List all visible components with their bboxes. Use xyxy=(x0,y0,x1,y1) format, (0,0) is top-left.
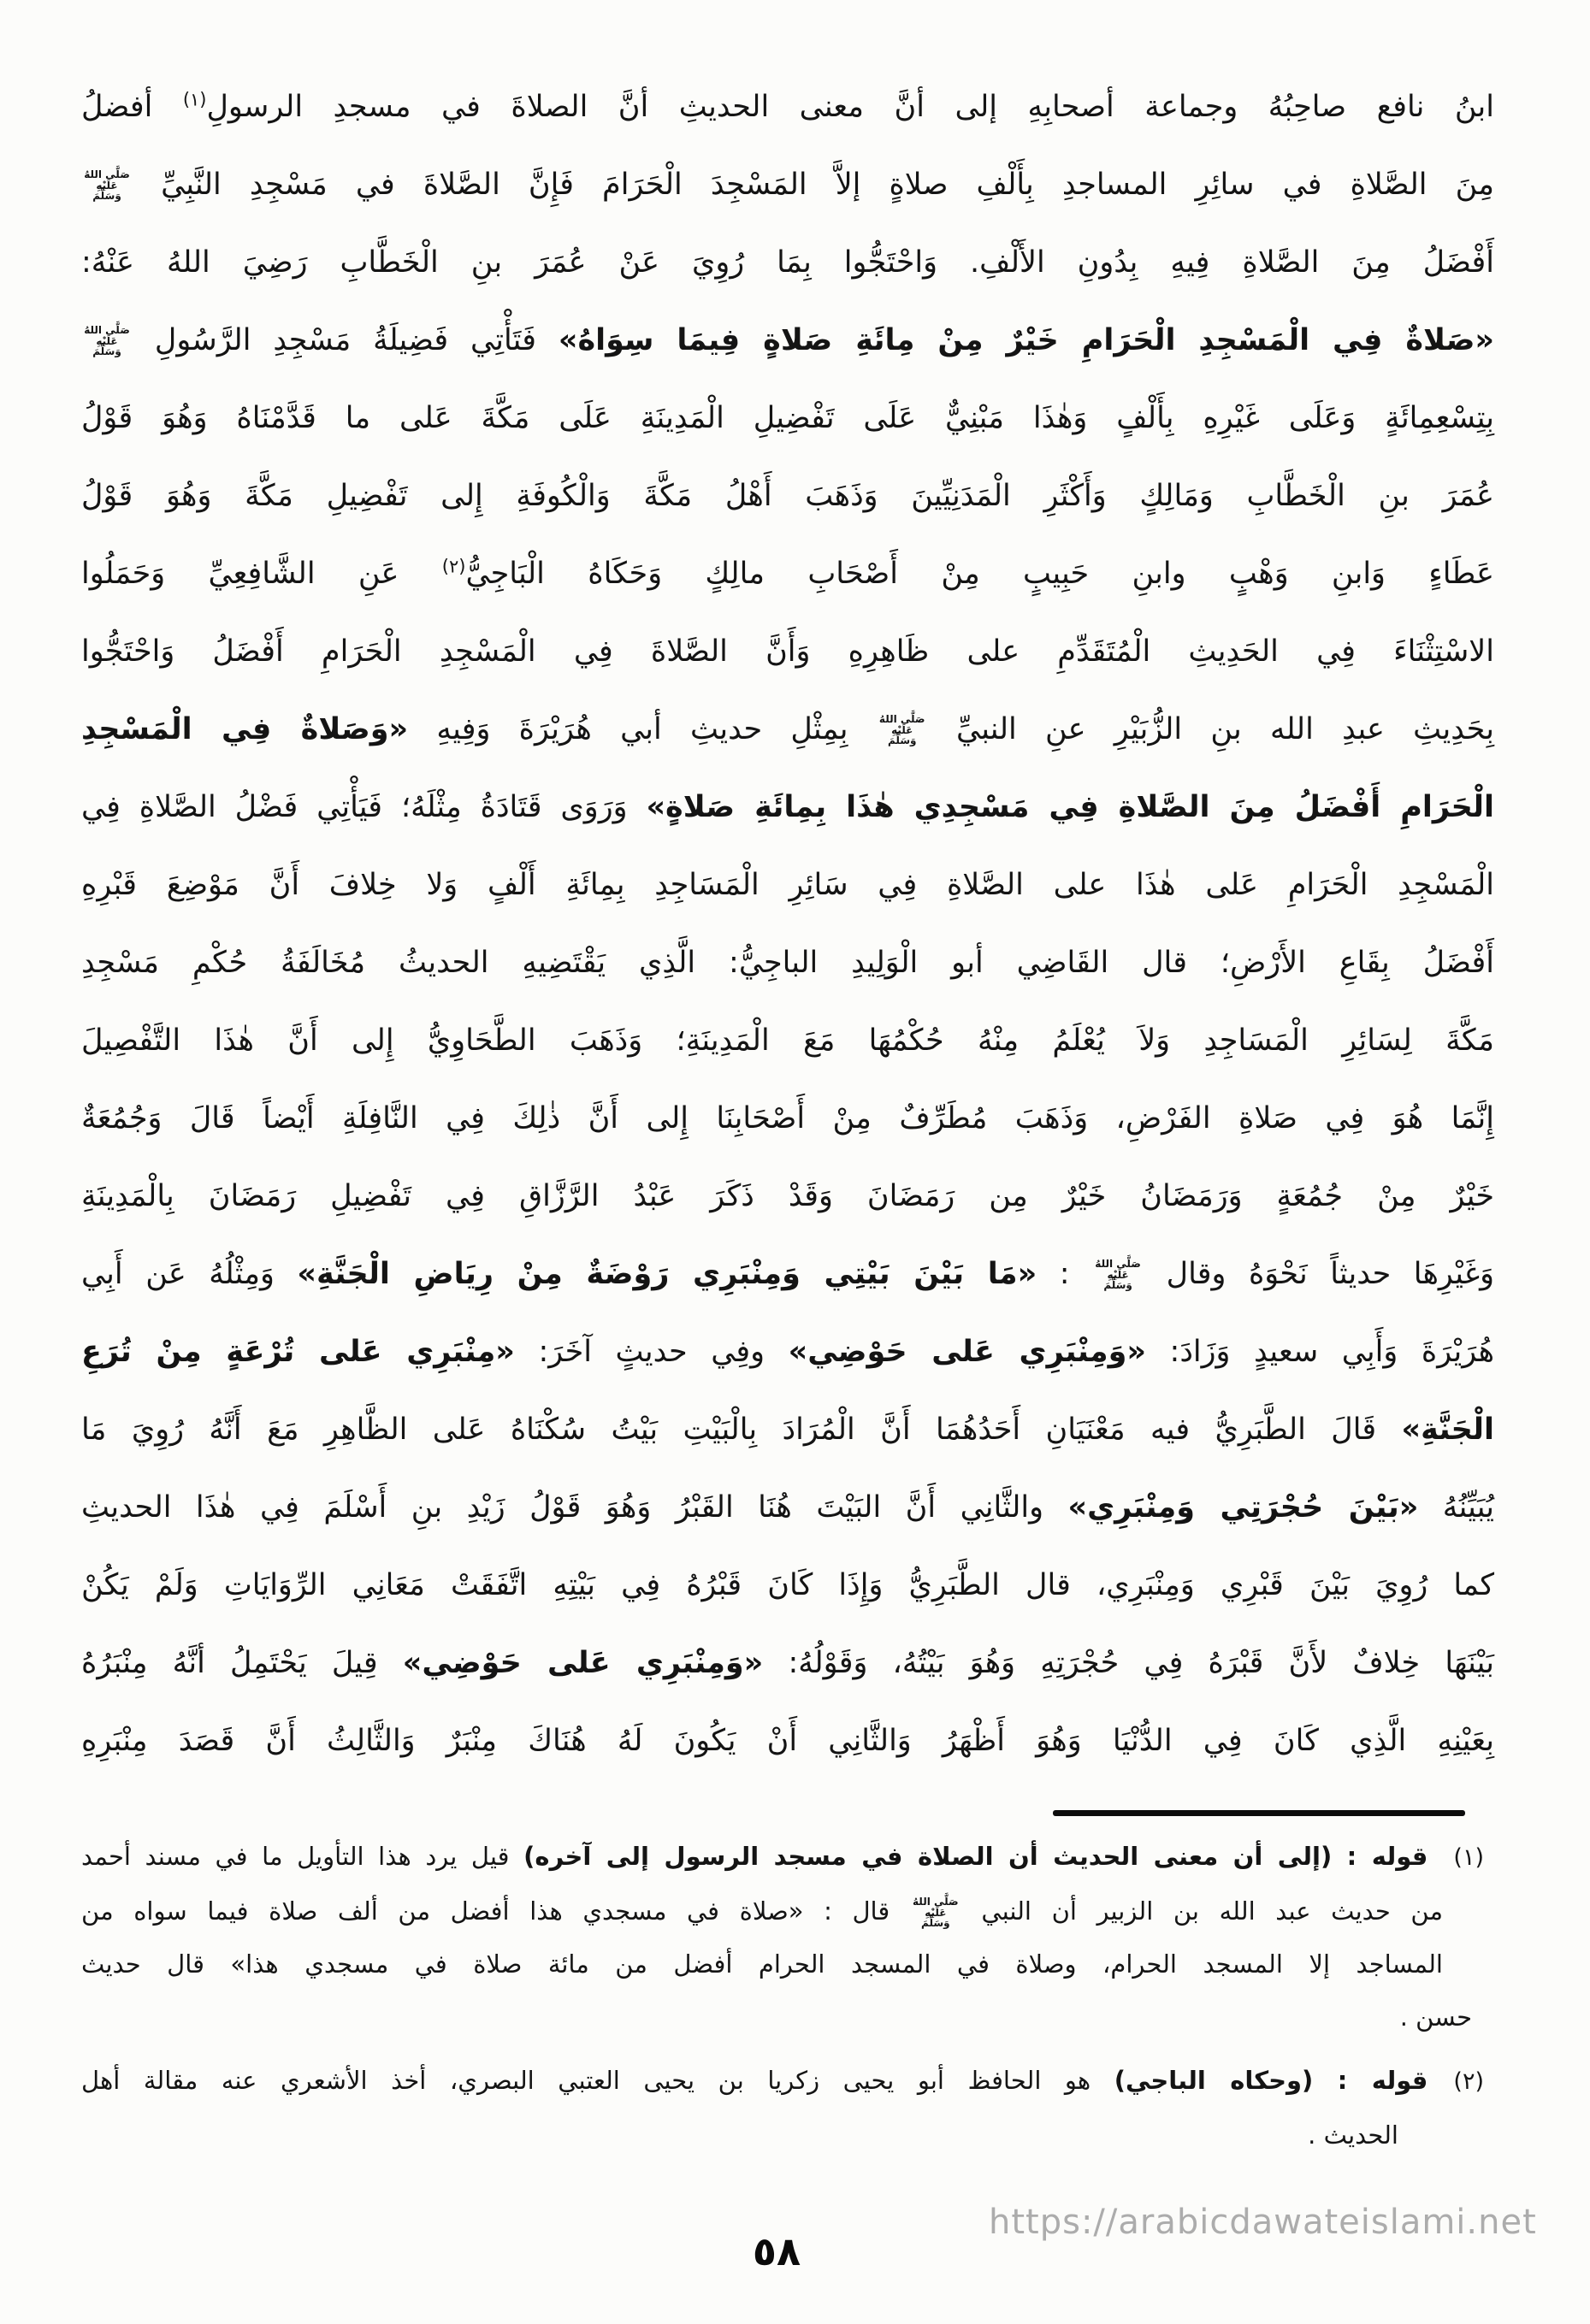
text-segment: قِيلَ يَحْتَمِلُ أنَّهُ مِنْبَرُهُ xyxy=(81,1646,403,1680)
body-line xyxy=(81,68,1494,146)
saw-symbol: صَلَّى اللهُ عَلَيْهِ وَسَلَّمَ xyxy=(84,323,130,358)
text-segment: «مِنْبَرِي عَلى تُرْعَةٍ مِنْ تُرَعِ xyxy=(81,1335,515,1369)
footnote-1 xyxy=(81,1830,1484,2044)
text-segment: الحديث . xyxy=(1308,2121,1398,2150)
body-line xyxy=(81,1469,1494,1547)
footnote-ref: (١) xyxy=(182,89,207,110)
saw-symbol: صَلَّى اللهُ عَلَيْهِ وَسَلَّمَ xyxy=(878,712,925,747)
text-segment: قال : «صلاة في مسجدي هذا أفضل من ألف صلاة فيما سواه من xyxy=(81,1896,910,1926)
text-segment: الْمَسْجِدِ الْحَرَامِ عَلى هٰذَا على الصَّلاةِ فِي سَائِرِ الْمَسَاجِدِ بِمِائَةِ أَلْفٍ وَلا خِلافَ أَنَّ مَوْضِعَ قَبْرِهِ xyxy=(81,868,1494,902)
footnote-line xyxy=(81,2109,1484,2162)
text-segment: الاسْتِثْنَاءَ فِي الحَدِيثِ الْمُتَقَدِّمِ على ظَاهِرِهِ وَأَنَّ الصَّلاةَ فِي الْمَسْجِدِ الْحَرَامِ أَفْضَلُ وَاحْتَجُّوا xyxy=(81,634,1494,669)
text-segment: قَالَ الطَّبَرِيُّ فيه مَعْنَيَانِ أَحَدُهُمَا أَنَّ الْمُرَادَ بِالْبَيْتِ بَيْتُ سُكْنَاهُ عَلى الظَّاهِرِ مَعَ أَنَّهُ رُوِيَ مَا xyxy=(81,1413,1402,1447)
body-line xyxy=(81,302,1494,380)
watermark-url: https://arabicdawateislami.net xyxy=(989,2203,1537,2242)
saw-symbol: صَلَّى اللهُ عَلَيْهِ وَسَلَّمَ xyxy=(913,1895,959,1930)
text-segment: أَفْضَلُ بِقَاعِ الأَرْضِ؛ قال القَاضِي أبو الْوَلِيدِ الباجِيُّ: الَّذِي يَقْتَضِيهِ الحديثُ مُخَالَفَةُ حُكْمِ مَسْجِدِ xyxy=(81,946,1494,980)
text-segment: الْجَنَّةِ» xyxy=(1401,1413,1494,1447)
text-segment: هو الحافظ أبو يحيى زكريا بن يحيى العتبي البصري، أخذ الأشعري عنه مقالة أهل xyxy=(81,2066,1114,2095)
text-segment: بِتِسْعِمِائَةٍ وَعَلَى غَيْرِهِ بِأَلْفٍ وَهٰذَا مَبْنِيٌّ عَلَى تَفْضِيلِ الْمَدِينَةِ عَلَى مَكَّةَ عَلى ما قَدَّمْنَاهُ وَهُوَ قَوْلُ xyxy=(81,401,1494,435)
text-segment: وَغَيْرِهَا حديثاً نَحْوَهُ وقال xyxy=(1144,1257,1494,1291)
text-segment: إِنَّمَا هُوَ فِي صَلاةِ الفَرْضِ، وَذَهَبَ مُطَرِّفٌ مِنْ أَصْحَابِنَا إِلى أَنَّ ذٰلِكَ فِي النَّافِلَةِ أَيْضاً قَالَ وَجُمُعَةٌ xyxy=(81,1101,1494,1135)
saw-symbol: صَلَّى اللهُ عَلَيْهِ وَسَلَّمَ xyxy=(84,168,130,203)
text-segment: وَرَوَى قَتَادَةُ مِثْلَهُ؛ فَيَأْتِي فَضْلُ الصَّلاةِ فِي xyxy=(81,790,647,824)
text-segment: المساجد إلا المسجد الحرام، وصلاة في المسجد الحرام أفضل من مائة صلاة في مسجدي هذا» قال حديث xyxy=(81,1949,1443,1979)
footnote-line xyxy=(81,1991,1484,2044)
footnote-separator xyxy=(1053,1810,1465,1816)
body-line xyxy=(81,1236,1494,1313)
footnote-line xyxy=(81,1938,1484,1991)
body-line xyxy=(81,924,1494,1002)
text-segment: عُمَرَ بنِ الْخَطَّابِ وَمَالِكٍ وَأَكْثَرِ الْمَدَنِيِّينَ وَذَهَبَ أَهْلُ مَكَّةَ وَالْكُوفَةِ إِلى تَفْضِيلِ مَكَّةَ وَهُوَ قَوْلُ xyxy=(81,479,1494,513)
text-segment: بِحَدِيثِ عبدِ الله بنِ الزُّبَيْرِ عنِ النبيِّ xyxy=(927,712,1495,746)
text-segment: يُبَيِّنُهُ xyxy=(1418,1490,1494,1525)
text-segment: «صَلاةٌ فِي الْمَسْجِدِ الْحَرَامِ خَيْرٌ مِنْ مِائَةِ صَلاةٍ فِيمَا سِوَاهُ» xyxy=(558,323,1494,357)
body-line xyxy=(81,146,1494,224)
text-segment: مَكَّةَ لِسَائِرِ الْمَسَاجِدِ وَلاَ يُعْلَمُ مِنْهُ حُكْمُهَا مَعَ الْمَدِينَةِ؛ وَذَهَبَ الطَّحَاوِيُّ إِلى أَنَّ هٰذَا التَّفْصِيلَ xyxy=(81,1023,1494,1058)
saw-symbol: صَلَّى اللهُ عَلَيْهِ وَسَلَّمَ xyxy=(1095,1257,1141,1292)
text-segment: : xyxy=(1037,1257,1093,1291)
body-line xyxy=(81,691,1494,769)
body-line xyxy=(81,846,1494,924)
text-segment: «وَمِنْبَرِي عَلى حَوْضِي» xyxy=(402,1646,764,1680)
text-segment: فَتَأْتِي فَضِيلَةُ مَسْجِدِ الرَّسُولِ xyxy=(133,323,559,357)
body-line xyxy=(81,535,1494,613)
text-segment: والثَّانِي أَنَّ البَيْتَ هُنَا القَبْرُ وَهُوَ قَوْلُ زَيْدِ بنِ أَسْلَمَ فِي هٰذَا الحديثِ xyxy=(81,1490,1068,1525)
body-line xyxy=(81,1080,1494,1158)
text-segment: «مَا بَيْنَ بَيْتِي وَمِنْبَرِي رَوْضَةٌ مِنْ رِيَاضِ الْجَنَّةِ» xyxy=(297,1257,1037,1291)
text-segment: ابنُ نافع صاحِبُهُ وجماعة أصحابِهِ إلى أنَّ معنى الحديثِ أنَّ الصلاةَ في مسجدِ الرسولِ xyxy=(206,90,1494,124)
text-segment: عَطَاءٍ وَابنِ وَهْبٍ وابنِ حَبِيبٍ مِنْ أَصْحَابِ مالِكٍ وَحَكَاهُ الْبَاجِيُّ xyxy=(465,557,1495,591)
text-segment: قيل يرد هذا التأويل ما في مسند أحمد xyxy=(81,1842,524,1871)
text-segment: بِعَيْنِهِ الَّذِي كَانَ فِي الدُّنْيَا وَهُوَ أَظْهَرُ وَالثَّانِي أَنْ يَكُونَ لَهُ هُنَاكَ مِنْبَرٌ وَالثَّالِثُ أَنَّ قَصَدَ مِنْبَرِهِ xyxy=(81,1724,1494,1758)
text-segment: الْحَرَامِ أَفْضَلُ مِنَ الصَّلاةِ فِي مَسْجِدِي هٰذَا بِمِائَةِ صَلاةٍ» xyxy=(646,790,1495,824)
body-line xyxy=(81,1002,1494,1080)
body-text xyxy=(81,68,1494,1780)
text-segment: عَنِ الشَّافِعِيِّ وَحَمَلُوا xyxy=(81,557,442,591)
footnote-ref: (٢) xyxy=(441,556,466,577)
page-number: ٥٨ xyxy=(752,2228,801,2274)
text-segment: بِمِثْلِ حديثِ أبي هُرَيْرَةَ وَفِيهِ xyxy=(408,712,877,746)
footnotes xyxy=(81,1830,1484,2162)
footnote-line xyxy=(81,2054,1484,2109)
text-segment: قوله : (إلى أن معنى الحديث أن الصلاة في مسجد الرسول إلى آخره) xyxy=(523,1842,1428,1871)
text-segment: مِنَ الصَّلاةِ في سائِرِ المساجدِ بِأَلْفِ صلاةٍ إلاَّ المَسْجِدَ الْحَرَامَ فَإِنَّ الصَّلاةَ في مَسْجِدِ النَّبِيِّ xyxy=(133,168,1494,202)
text-segment: من حديث عبد الله بن الزبير أن النبي xyxy=(961,1896,1443,1926)
text-segment: حسن . xyxy=(1399,2003,1472,2032)
text-segment: خَيْرٌ مِنْ جُمُعَةٍ وَرَمَضَانُ خَيْرٌ مِن رَمَضَانَ وَقَدْ ذَكَرَ عَبْدُ الرَّزَّاقِ فِي تَفْضِيلِ رَمَضَانَ بِالْمَدِينَةِ xyxy=(81,1179,1494,1213)
text-segment: أَفْضَلُ مِنَ الصَّلاةِ فِيهِ بِدُونِ الأَلْفِ. وَاحْتَجُّوا بِمَا رُوِيَ عَنْ عُمَرَ بنِ الْخَطَّابِ رَضِيَ اللهُ عَنْهُ: xyxy=(81,245,1494,280)
body-line xyxy=(81,1702,1494,1780)
text-segment: «بَيْنَ حُجْرَتِي وَمِنْبَرِي» xyxy=(1067,1490,1419,1525)
text-segment: «وَمِنْبَرِي عَلى حَوْضِي» xyxy=(788,1335,1146,1369)
footnote-line xyxy=(81,1885,1484,1938)
body-line xyxy=(81,1313,1494,1391)
text-segment: وفِي حديثٍ آخَرَ: xyxy=(514,1335,789,1369)
text-segment: كما رُوِيَ بَيْنَ قَبْرِي وَمِنْبَرِي، قال الطَّبَرِيُّ وَإِذَا كَانَ قَبْرُهُ فِي بَيْتِهِ اتَّفَقَتْ مَعَانِي الرِّوَايَاتِ وَلَمْ يَكُنْ xyxy=(81,1568,1494,1602)
body-line xyxy=(81,1547,1494,1625)
body-line xyxy=(81,457,1494,535)
text-segment: هُرَيْرَةَ وَأَبِي سعيدٍ وَزَادَ: xyxy=(1145,1335,1495,1369)
text-segment: وَمِثْلُهُ عَن أَبِي xyxy=(81,1257,298,1291)
body-line xyxy=(81,613,1494,691)
body-line xyxy=(81,1625,1494,1702)
footnote-marker: (١) xyxy=(1453,1844,1484,1871)
footnote-line xyxy=(81,1830,1484,1885)
body-line xyxy=(81,769,1494,846)
body-line xyxy=(81,224,1494,302)
text-segment: أفضلُ xyxy=(81,90,183,124)
footnote-2 xyxy=(81,2054,1484,2162)
body-line xyxy=(81,1158,1494,1236)
text-segment: قوله : (وحكاه الباجي) xyxy=(1114,2066,1428,2095)
text-segment: بَيْنَهَا خِلافٌ لأَنَّ قَبْرَهُ فِي حُجْرَتِهِ وَهُوَ بَيْتُهُ، وَقَوْلُهُ: xyxy=(763,1646,1494,1680)
body-line xyxy=(81,380,1494,457)
footnote-marker: (٢) xyxy=(1453,2068,1485,2095)
text-segment: «وَصَلاةٌ فِي الْمَسْجِدِ xyxy=(81,712,409,746)
body-line xyxy=(81,1391,1494,1469)
